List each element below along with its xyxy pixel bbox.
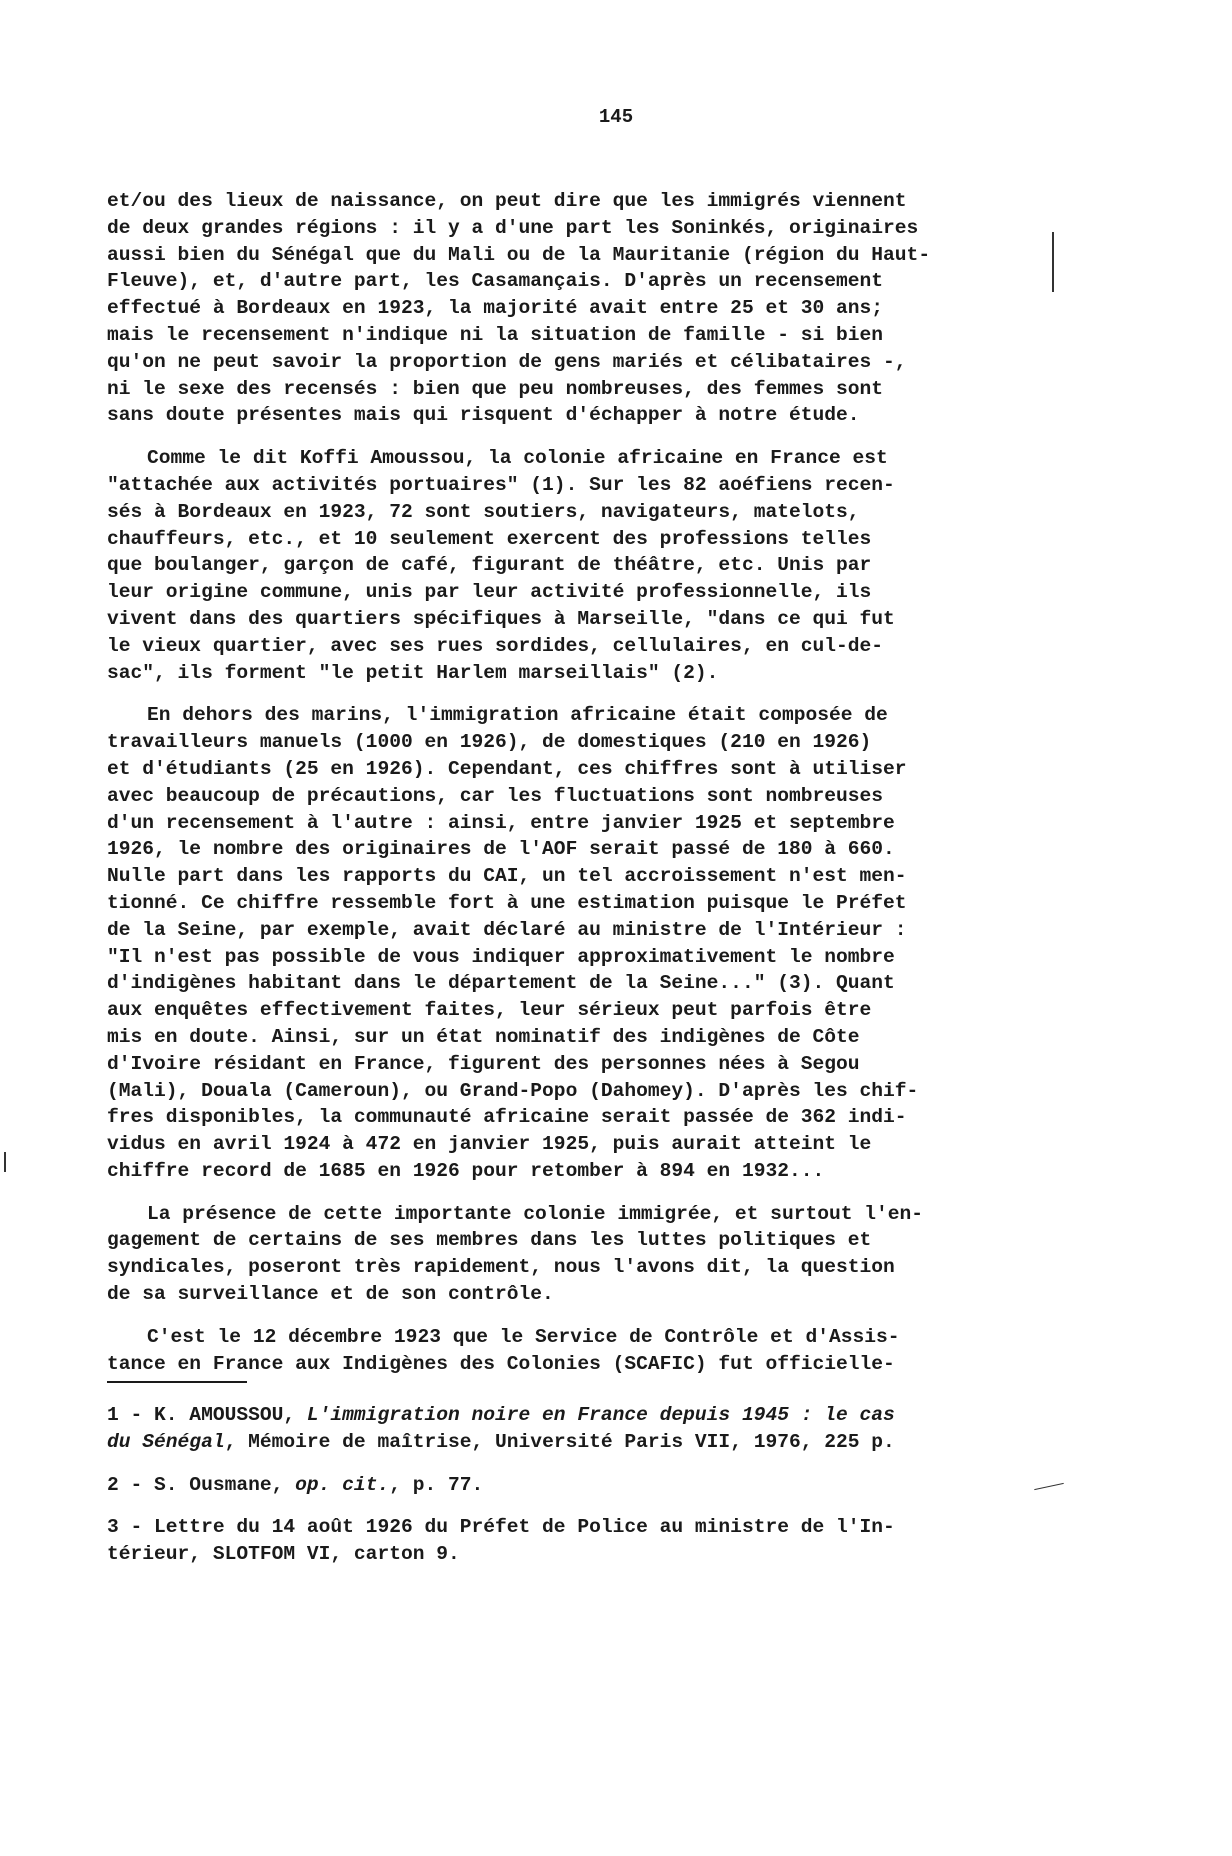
text-line: qu'on ne peut savoir la proportion de gens mariés et célibataires -, <box>107 350 907 373</box>
footnote-1-title-b: du Sénégal <box>107 1430 225 1453</box>
footnote-2-rest: , p. 77. <box>389 1473 484 1496</box>
footnote-3 <box>107 1514 1037 1568</box>
text-line: chauffeurs, etc., et 10 seulement exercent des professions telles <box>107 527 872 550</box>
text-line: d'un recensement à l'autre : ainsi, entre janvier 1925 et septembre <box>107 811 895 834</box>
text-line: vivent dans des quartiers spécifiques à Marseille, "dans ce qui fut <box>107 607 895 630</box>
text-line: aux enquêtes effectivement faites, leur sérieux peut parfois être <box>107 999 872 1022</box>
page-number: 145 <box>598 106 634 128</box>
footnote-1-title-a: L'immigration noire en France depuis 1945 : le cas <box>306 1404 895 1426</box>
paragraph-4 <box>107 1201 1037 1308</box>
text-line: fres disponibles, la communauté africaine serait passée de 362 indi- <box>107 1106 907 1129</box>
text-line: C'est le 12 décembre 1923 que le Service de Contrôle et d'Assis- <box>147 1325 900 1348</box>
text-line: mis en doute. Ainsi, sur un état nominatif des indigènes de Côte <box>107 1025 860 1048</box>
text-line: chiffre record de 1685 en 1926 pour retomber à 894 en 1932... <box>107 1159 825 1182</box>
footnotes <box>107 1402 1037 1584</box>
paragraph-5 <box>107 1324 1037 1378</box>
text-line: que boulanger, garçon de café, figurant de théâtre, etc. Unis par <box>107 554 872 577</box>
footnote-2-prefix: 2 - S. Ousmane, <box>107 1473 296 1496</box>
paragraph-2 <box>107 445 1037 686</box>
text-line: Fleuve), et, d'autre part, les Casamançais. D'après un recensement <box>107 270 884 293</box>
text-line: avec beaucoup de précautions, car les fluctuations sont nombreuses <box>107 784 884 807</box>
text-line: (Mali), Douala (Cameroun), ou Grand-Popo (Dahomey). D'après les chif- <box>107 1079 919 1102</box>
scan-mark <box>4 1152 6 1172</box>
text-line: et d'étudiants (25 en 1926). Cependant, ces chiffres sont à utiliser <box>107 757 907 780</box>
text-line: sac", ils forment "le petit Harlem marseillais" (2). <box>107 661 719 684</box>
text-line: En dehors des marins, l'immigration africaine était composée de <box>147 704 888 727</box>
text-line: sans doute présentes mais qui risquent d'échapper à notre étude. <box>107 404 860 427</box>
footnote-2 <box>107 1472 1037 1499</box>
text-line: aussi bien du Sénégal que du Mali ou de la Mauritanie (région du Haut- <box>107 243 931 266</box>
text-line: Nulle part dans les rapports du CAI, un tel accroissement n'est men- <box>107 865 907 888</box>
text-line: mais le recensement n'indique ni la situation de famille - si bien <box>107 323 884 346</box>
footnote-3-line-1: 3 - Lettre du 14 août 1926 du Préfet de Police au ministre de l'In- <box>107 1516 895 1539</box>
text-line: Comme le dit Koffi Amoussou, la colonie africaine en France est <box>147 447 888 470</box>
text-line: de sa surveillance et de son contrôle. <box>107 1283 554 1306</box>
footnote-1-rest: , Mémoire de maîtrise, Université Paris VII, 1976, 225 p. <box>224 1430 895 1453</box>
scan-mark <box>1034 1483 1064 1490</box>
footnote-separator <box>107 1381 247 1383</box>
text-line: sés à Bordeaux en 1923, 72 sont soutiers, navigateurs, matelots, <box>107 500 860 523</box>
text-line: syndicales, poseront très rapidement, nous l'avons dit, la question <box>107 1256 895 1279</box>
text-line: 1926, le nombre des originaires de l'AOF serait passé de 180 à 660. <box>107 838 895 861</box>
text-line: travailleurs manuels (1000 en 1926), de domestiques (210 en 1926) <box>107 731 872 754</box>
footnote-2-italic: op. cit. <box>295 1473 390 1496</box>
footnote-1 <box>107 1402 1037 1456</box>
text-line: le vieux quartier, avec ses rues sordides, cellulaires, en cul-de- <box>107 634 884 657</box>
footnote-3-line-2: térieur, SLOTFOM VI, carton 9. <box>107 1543 460 1566</box>
text-line: "attachée aux activités portuaires" (1). Sur les 82 aoéfiens recen- <box>107 473 895 496</box>
text-line: effectué à Bordeaux en 1923, la majorité avait entre 25 et 30 ans; <box>107 297 884 320</box>
text-line: "Il n'est pas possible de vous indiquer approximativement le nombre <box>107 945 895 968</box>
paragraph-1 <box>107 188 1037 429</box>
footnote-1-prefix: 1 - K. AMOUSSOU, <box>107 1404 307 1426</box>
text-line: gagement de certains de ses membres dans les luttes politiques et <box>107 1229 872 1252</box>
text-line: tionné. Ce chiffre ressemble fort à une estimation puisque le Préfet <box>107 891 907 914</box>
text-line: de deux grandes régions : il y a d'une part les Soninkés, originaires <box>107 216 919 239</box>
text-line: leur origine commune, unis par leur activité professionnelle, ils <box>107 581 872 604</box>
text-line: de la Seine, par exemple, avait déclaré au ministre de l'Intérieur : <box>107 918 907 941</box>
text-line: vidus en avril 1924 à 472 en janvier 1925, puis aurait atteint le <box>107 1133 872 1156</box>
paragraph-3 <box>107 702 1037 1184</box>
body-text <box>107 188 1037 1377</box>
text-line: La présence de cette importante colonie immigrée, et surtout l'en- <box>147 1202 924 1225</box>
text-line: d'indigènes habitant dans le département de la Seine..." (3). Quant <box>107 972 895 995</box>
text-line: ni le sexe des recensés : bien que peu nombreuses, des femmes sont <box>107 377 884 400</box>
text-line: et/ou des lieux de naissance, on peut dire que les immigrés viennent <box>107 190 907 212</box>
scan-mark <box>1052 232 1054 292</box>
text-line: tance en France aux Indigènes des Colonies (SCAFIC) fut officielle- <box>107 1352 895 1375</box>
text-line: d'Ivoire résidant en France, figurent des personnes nées à Segou <box>107 1052 860 1075</box>
